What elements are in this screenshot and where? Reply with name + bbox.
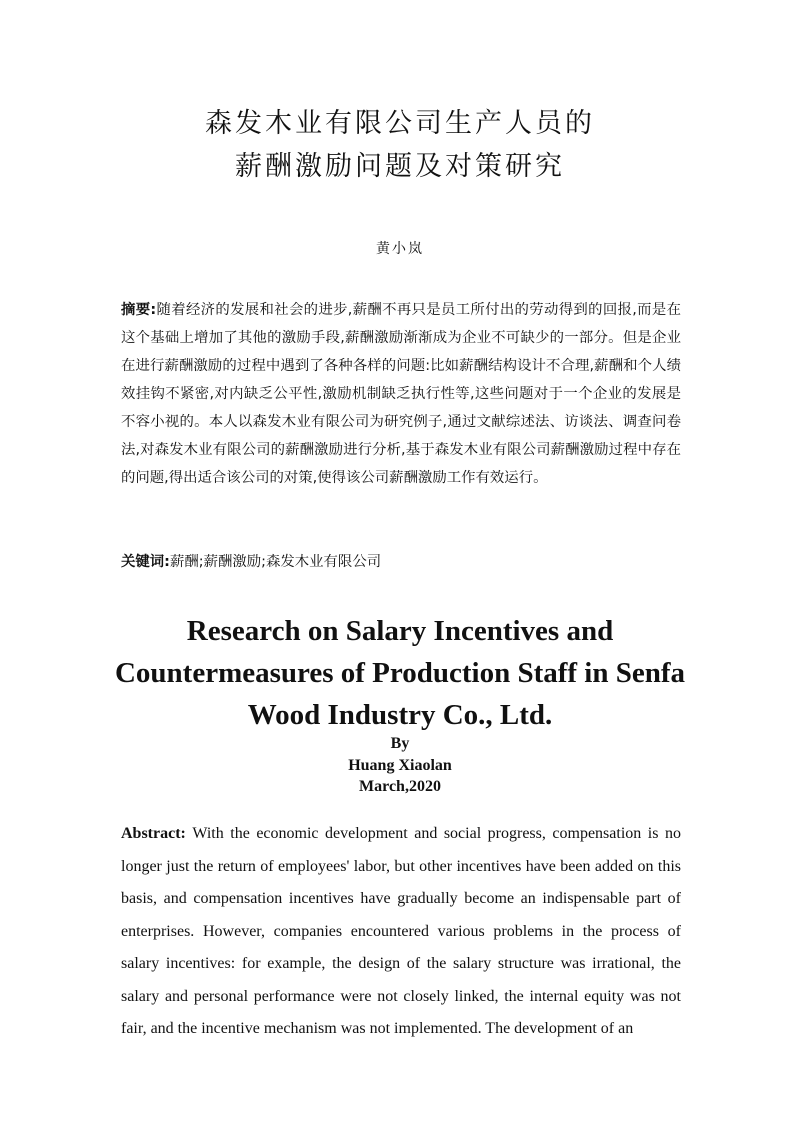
chinese-keywords <box>121 548 681 576</box>
chinese-title-line-2: 薪酬激励问题及对策研究 <box>235 151 565 182</box>
english-date: March,2020 <box>359 778 441 795</box>
english-title: Research on Salary Incentives and Countermeasures of Production Staff in Senfa Wood Industry Co., Ltd. <box>114 615 686 731</box>
chinese-author: 黄小岚 <box>376 241 424 257</box>
chinese-keywords-text: 薪酬;薪酬激励;森发木业有限公司 <box>169 554 382 570</box>
english-abstract-text: With the economic development and social progress, compensation is no longer just the return of employees' labor, but other incentives have been added on this basis, and compensation incentives have gradually become an indispensable part of enterprises. However, companies encountered various problems in the process of salary incentives: for example, the design of the salary structure was irrational, the salary and personal performance were not closely linked, the internal equity was not fair, and the incentive mechanism was not implemented. The development of an <box>121 825 681 1037</box>
english-abstract <box>121 818 681 1046</box>
chinese-abstract-text: 随着经济的发展和社会的进步,薪酬不再只是员工所付出的劳动得到的回报,而是在这个基础上增加了其他的激励手段,薪酬激励渐渐成为企业不可缺少的一部分。但是企业在进行薪酬激励的过程中遇到了各种各样的问题:比如薪酬结构设计不合理,薪酬和个人绩效挂钩不紧密,对内缺乏公平性,激励机制缺乏执行性等,这些问题对于一个企业的发展是不容小视的。本人以森发木业有限公司为研究例子,通过文献综述法、访谈法、调查问卷法,对森发木业有限公司的薪酬激励进行分析,基于森发木业有限公司薪酬激励过程中存在的问题,得出适合该公司的对策,使得该公司薪酬激励工作有效运行。 <box>121 302 681 486</box>
chinese-title-line-1: 森发木业有限公司生产人员的 <box>205 108 595 139</box>
chinese-keywords-label: 关键词: <box>121 554 170 570</box>
english-author: Huang Xiaolan <box>348 757 452 774</box>
english-abstract-label: Abstract: <box>121 825 193 842</box>
chinese-abstract <box>121 296 681 492</box>
english-by-line: By <box>390 735 410 752</box>
chinese-abstract-label: 摘要: <box>121 302 157 318</box>
